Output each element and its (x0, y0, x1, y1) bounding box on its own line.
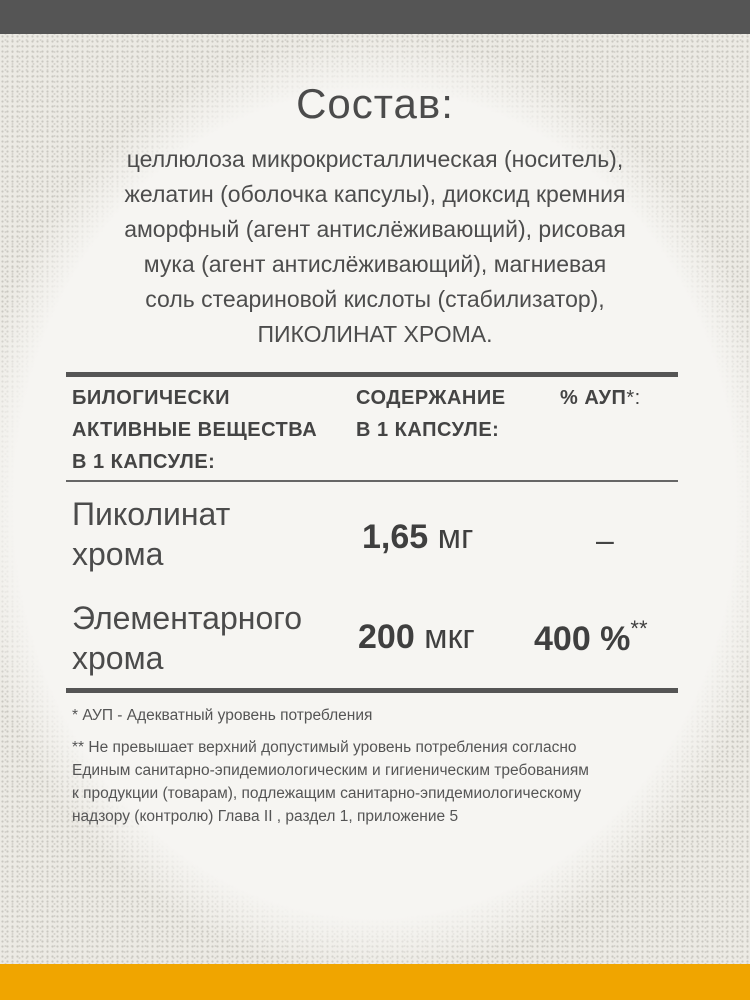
row-2-amount-value: 200 (358, 618, 415, 656)
header-pct-label: % АУП (560, 387, 627, 409)
header-pct-mark: *: (626, 387, 641, 409)
bottom-bar (0, 964, 750, 1000)
footnote-limit-line: надзору (контролю) Глава II , раздел 1, приложение 5 (72, 808, 459, 825)
header-divider (66, 480, 678, 482)
row-1-amount (362, 518, 473, 557)
footnote-limit-line: к продукции (товарам), подлежащим санитарно-эпидемиологическому (72, 785, 582, 802)
composition-card (0, 34, 750, 964)
row-2-pct-value: 400 % (534, 620, 631, 658)
footnote-limit-line: ** Не превышает верхний допустимый уровень потребления согласно (72, 739, 577, 756)
page-title: Состав: (296, 80, 454, 127)
footnote-limit-line: Единым санитарно-эпидемиологическим и гигиеническим требованиям (72, 762, 589, 779)
row-2-pct-mark: ** (630, 616, 648, 641)
row-1-pct: – (596, 522, 614, 558)
row-1-name: Пиколинат хрома (72, 496, 231, 572)
composition-line: соль стеариновой кислоты (стабилизатор), (145, 286, 605, 312)
row-2-name: Элементарного хрома (72, 600, 302, 676)
table-top-rule (66, 372, 678, 377)
table-bottom-rule (66, 688, 678, 693)
row-1-amount-unit: мг (428, 518, 474, 556)
composition-text (60, 142, 690, 352)
top-bar (0, 0, 750, 34)
header-pct (560, 382, 641, 414)
row-2-amount-unit: мкг (414, 618, 475, 656)
composition-line: мука (агент антислёживающий), магниевая (143, 251, 607, 277)
composition-line: ПИКОЛИНАТ ХРОМА. (257, 321, 493, 347)
footnote-aup: * АУП - Адекватный уровень потребления (72, 707, 373, 724)
composition-line: аморфный (агент антислёживающий), рисовая (124, 216, 626, 242)
header-content: СОДЕРЖАНИЕ В 1 КАПСУЛЕ: (356, 387, 506, 441)
row-1-amount-value: 1,65 (362, 518, 429, 556)
composition-line: желатин (оболочка капсулы), диоксид кремния (124, 181, 626, 207)
header-substance: БИЛОГИЧЕСКИ АКТИВНЫЕ ВЕЩЕСТВА В 1 КАПСУЛЕ: (72, 387, 318, 473)
row-2-pct (534, 616, 648, 659)
row-2-amount (358, 618, 475, 657)
composition-line: целлюлоза микрокристаллическая (носитель), (126, 146, 624, 172)
